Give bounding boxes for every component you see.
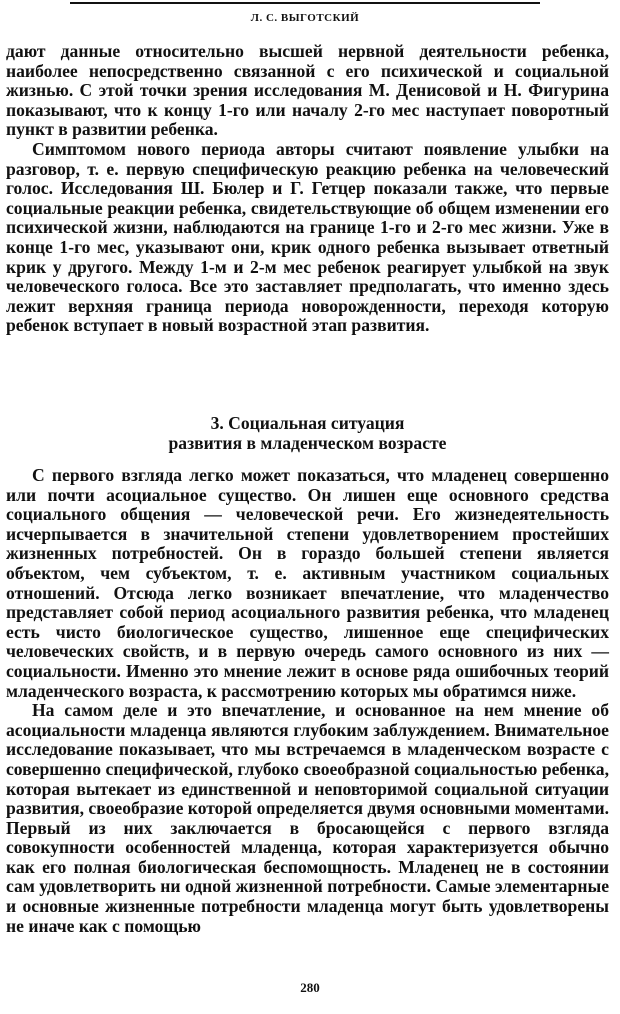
section-heading [6, 413, 609, 453]
paragraph: С первого взгляда легко может показаться, что младенец совершенно или почти асоциальное существо. Он лишен еще основного средства социального общения — человеческой речи. Его жизнедеятельность исчерпывается в значительной степени удовлетворением простейших жизненных потребностей. Он в гораздо большей степени является объектом, чем субъектом, т. е. активным участником социальных отношений. Отсюда легко возникает впечатление, что младенчество представляет собой период асоциального развития ребенка, что младенец есть чисто биологическое существо, лишенное еще специфических человеческих свойств, и в первую очередь самого основного из них — социальности. Именно это мнение лежит в основе ряда ошибочных теорий младенческого возраста, к рассмотрению которых мы обратимся ниже. [6, 465, 609, 701]
section-heading-line-2: развития в младенческом возрасте [168, 433, 447, 453]
section-heading-line-1: 3. Социальная ситуация [210, 413, 405, 433]
page-number: 280 [300, 980, 320, 995]
page-header [70, 2, 540, 24]
paragraph: Симптомом нового периода авторы считают появление улыбки на разговор, т. е. первую специфическую реакцию ребенка на человеческий голос. Исследования Ш. Бюлер и Г. Гетцер показали также, что первые социальные реакции ребенка, свидетельствующие об общем изменении его психической жизни, наблюдаются на границе 1-го и 2-го мес жизни. Уже в конце 1-го мес, указывают они, крик одного ребенка вызывает ответный крик у другого. Между 1-м и 2-м мес ребенок реагирует улыбкой на звук человеческого голоса. Все это заставляет предполагать, что именно здесь лежит верхняя граница периода новорожденности, переходя которую ребенок вступает в новый возрастной этап развития. [6, 138, 609, 336]
running-head: Л. С. ВЫГОТСКИЙ [250, 11, 360, 24]
header-rule [70, 2, 540, 4]
paragraph-continuation: дают данные относительно высшей нервной деятельности ребенка, наиболее непосредственно связанной с его психической и социальной жизнью. С этой точки зрения исследования М. Денисовой и Н. Фигурина показывают, что к концу 1-го или началу 2-го мес наступает поворотный пункт в развитии ребенка. [6, 41, 609, 140]
text-block-top [6, 42, 609, 336]
paragraph: На самом деле и это впечатление, и основанное на нем мнение об асоциальности младенца являются глубоким заблуждением. Внимательное исследование показывает, что мы встречаемся в младенческом возрасте с совершенно специфической, глубоко своеобразной социальностью ребенка, которая вытекает из единственной и неповторимой социальной ситуации развития, своеобразие которой определяется двумя основными моментами. Первый из них заключается в бросающейся с первого взгляда совокупности особенностей младенца, которая характеризуется обычно как его полная биологическая беспомощность. Младенец не в состоянии сам удовлетворить ни одной жизненной потребности. Самые элементарные и основные жизненные потребности младенца могут быть удовлетворены не иначе как с помощью [6, 700, 609, 936]
text-block-bottom [6, 466, 609, 936]
